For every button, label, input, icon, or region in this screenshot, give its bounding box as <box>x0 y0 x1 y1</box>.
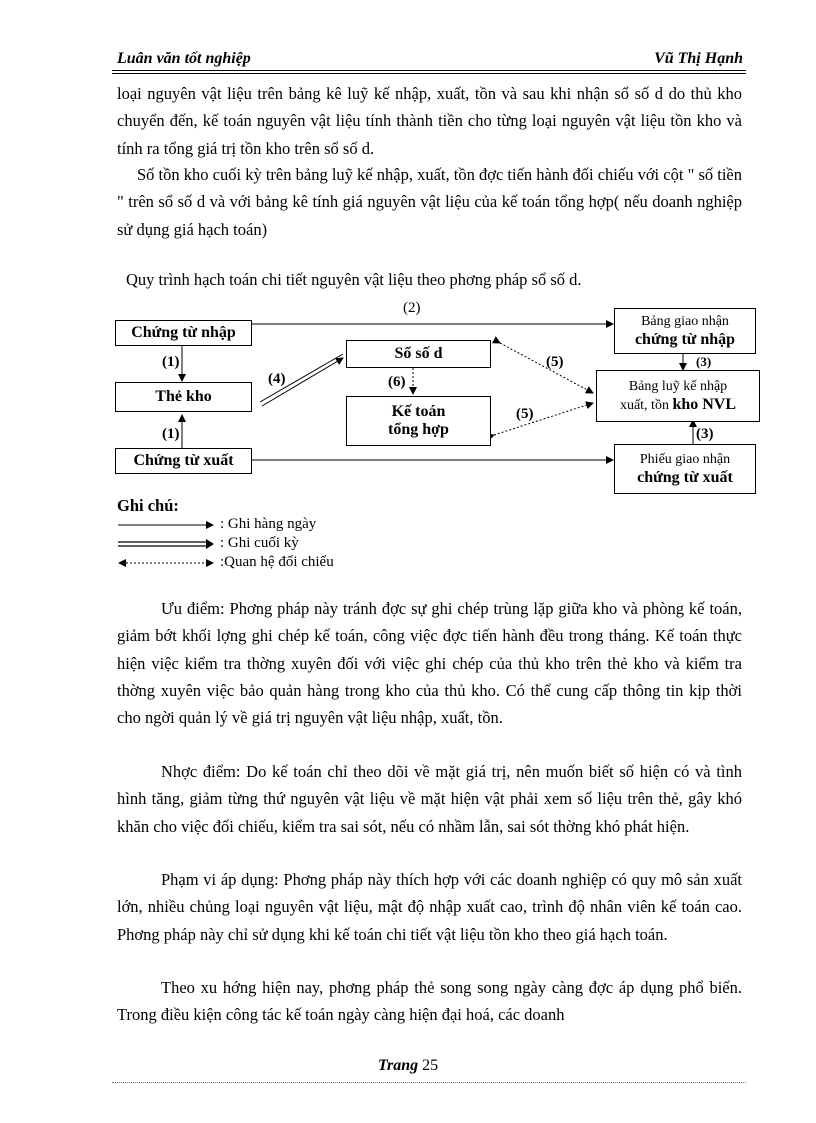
box-issue-voucher: Chứng từ xuất <box>115 448 252 474</box>
label-step-5-top: (5) <box>546 354 564 370</box>
box-delivery-note-issue: Phiếu giao nhận chứng từ xuất <box>614 444 756 494</box>
label-step-6: (6) <box>388 374 406 390</box>
box-delivery-note-receipt: Bảng giao nhận chứng từ nhập <box>614 308 756 354</box>
header-author-thesis: Luân văn tốt nghiệp <box>117 50 251 67</box>
label-step-1-top: (1) <box>162 354 180 370</box>
label-step-3-top: (3) <box>696 354 712 369</box>
label-step-3-bottom: (3) <box>696 426 714 442</box>
legend-solid-arrow-icon <box>118 520 214 530</box>
label-step-4: (4) <box>268 371 286 387</box>
accounting-flow-diagram <box>110 298 770 498</box>
header-divider <box>112 70 746 74</box>
footer-divider <box>112 1082 746 1083</box>
diagram-caption: Quy trình hạch toán chi tiết nguyên vật liệu theo phơng pháp sổ số d. <box>126 270 582 289</box>
legend-double-arrow-icon <box>118 539 214 549</box>
footer-label: Trang <box>377 1057 419 1074</box>
page-footer <box>0 1057 816 1075</box>
box-stock-card: Thẻ kho <box>115 382 252 412</box>
paragraph-trend: Theo xu hớng hiện nay, phơng pháp thẻ song song ngày càng đợc áp dụng phổ biến. Trong điều kiện công tác kế toán ngày càng hiện đại hoá, các doanh <box>117 978 742 1025</box>
paragraph-disadvantages: Nhợc điểm: Do kế toán chỉ theo dõi về mặt giá trị, nên muốn biết số hiện có và tình hình tăng, giảm từng thứ nguyên vật liệu về mặt hiện vật phải xem số liệu trên thẻ, gây khó khăn cho việc đối chiếu, kiểm tra sai sót, nếu có nhầm lẫn, sai sót thờng khó phát hiện. <box>117 762 742 836</box>
legend-dotted-arrow-icon <box>118 558 214 568</box>
paragraph-scope: Phạm vi áp dụng: Phơng pháp này thích hợp với các doanh nghiệp có quy mô sản xuất lớn, nhiều chủng loại nguyên vật liệu, mật độ nhập xuất cao, trình độ nhân viên kế toán cao. Phơng pháp này chỉ sử dụng khi kế toán chi tiết vật liệu tồn kho theo giá hạch toán. <box>117 870 742 944</box>
box-general-accounting: Kế toán tổng hợp <box>346 396 491 446</box>
header-author-name: Vũ Thị Hạnh <box>654 50 743 67</box>
box-balance-book: Sổ số d <box>346 340 491 368</box>
legend-title: Ghi chú: <box>117 496 179 515</box>
page-number: 25 <box>422 1057 439 1074</box>
label-step-1-bottom: (1) <box>162 426 180 442</box>
paragraph-reconcile: Số tồn kho cuối kỳ trên bảng luỹ kế nhập, xuất, tồn đợc tiến hành đối chiếu với cột " số tiền " trên sổ số d và với bảng kê tính giá nguyên vật liệu của kế toán tổng hợp( nếu doanh nghiệp sử dụng giá hạch toán) <box>117 165 742 239</box>
arrow-5-bottom <box>494 403 593 435</box>
paragraph-advantages: Ưu điểm: Phơng pháp này tránh đợc sự ghi chép trùng lặp giữa kho và phòng kế toán, giảm bớt khối lợng ghi chép kế toán, công việc đợc tiến hành đều trong tháng. Kế toán thực hiện việc kiểm tra thờng xuyên đối với việc ghi chép của thủ kho trên thẻ kho và kiểm tra thờng xuyên việc bảo quản hàng trong kho của thủ kho. Có thể cung cấp thông tin kịp thời cho ngời quản lý về giá trị nguyên vật liệu nhập, xuất, tồn. <box>117 599 742 728</box>
box-cumulative-ledger: Bảng luỹ kế nhập xuất, tồn kho NVL <box>596 370 760 422</box>
paragraph-intro: loại nguyên vật liệu trên bảng kê luỹ kế nhập, xuất, tồn và sau khi nhận sổ số d do thủ kho chuyển đến, kế toán nguyên vật liệu tính thành tiền cho từng loại nguyên vật liệu tồn kho và tính ra tổng giá trị tồn kho trên sổ số d. <box>117 84 742 158</box>
label-step-2: (2) <box>403 300 421 316</box>
label-step-5-bottom: (5) <box>516 406 534 422</box>
box-receipt-voucher: Chứng từ nhập <box>115 320 252 346</box>
